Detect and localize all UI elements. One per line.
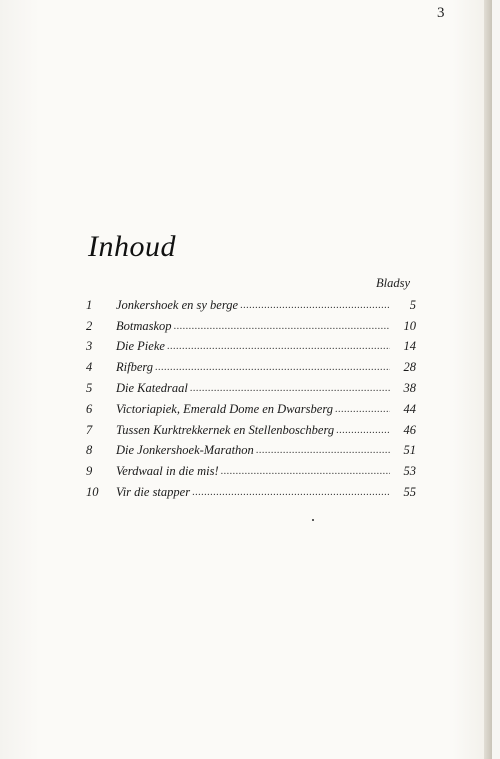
toc-entry-number: 8 [86,443,93,458]
page-column-header: Bladsy [376,276,411,290]
toc-dot-leader [167,341,390,357]
toc-entry [86,357,416,378]
toc-dot-leader [174,321,390,337]
toc-entry-page: 44 [403,401,416,416]
toc-entry-number: 10 [86,485,99,500]
table-of-contents [86,295,416,503]
page-number: 3 [437,5,445,21]
toc-entry-title: Jonkershoek en sy berge [116,297,239,312]
toc-dot-leader [335,404,390,420]
toc-entry-page: 38 [403,381,416,396]
toc-entry-page: 55 [403,485,416,500]
toc-entry [86,378,416,399]
toc-entry-number: 1 [86,297,93,312]
toc-entry-title: Die Pieke [116,339,165,354]
toc-entry [86,420,416,441]
toc-entry [86,295,416,316]
toc-entry-number: 2 [86,318,93,333]
toc-dot-leader [192,487,390,503]
toc-entry-title: Verdwaal in die mis! [116,464,219,479]
toc-entry-page: 51 [403,443,416,458]
toc-entry-number: 7 [86,422,93,437]
toc-entry-title: Botmaskop [116,318,172,333]
toc-dot-leader [221,466,390,482]
toc-entry [86,461,416,482]
toc-entry-page: 46 [403,422,416,437]
toc-entry-number: 9 [86,464,93,479]
toc-entry [86,337,416,358]
toc-entry [86,482,416,503]
toc-entry-title: Vir die stapper [116,485,191,500]
toc-entry-title: Die Jonkershoek-Marathon [116,443,254,458]
toc-entry-page: 10 [403,318,416,333]
toc-entry [86,441,416,462]
toc-entry [86,399,416,420]
toc-entry-number: 3 [86,339,93,354]
page-edge [484,0,492,759]
toc-dot-leader [190,383,390,399]
toc-dot-leader [256,445,390,461]
toc-entry-title: Tussen Kurktrekkernek en Stellenboschberg [116,422,335,437]
toc-entry-number: 6 [86,401,93,416]
toc-entry-page: 53 [403,464,416,479]
toc-entry-title: Rifberg [116,360,154,375]
page-title: Inhoud [88,230,176,263]
toc-entry-title: Victoriapiek, Emerald Dome en Dwarsberg [116,401,333,416]
toc-dot-leader [336,425,390,441]
toc-entry-title: Die Katedraal [116,381,188,396]
toc-entry [86,316,416,337]
toc-entry-number: 4 [86,360,93,375]
toc-entry-page: 5 [409,297,416,312]
toc-entry-page: 14 [403,339,416,354]
print-speck [312,519,314,521]
toc-dot-leader [240,300,390,316]
toc-entry-page: 28 [403,360,416,375]
toc-dot-leader [155,362,390,378]
toc-entry-number: 5 [86,381,93,396]
